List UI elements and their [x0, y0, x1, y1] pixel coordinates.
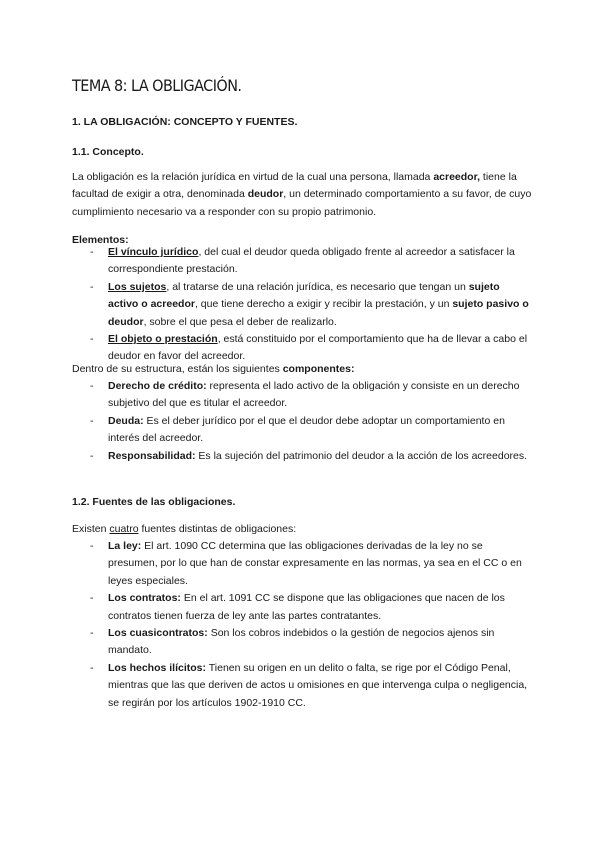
sources-intro: Existen cuatro fuentes distintas de obligaciones:	[72, 523, 297, 535]
list-item: - El objeto o prestación, está constituido por el comportamiento que ha de llevar a cabo el deudor en favor del acreedor.	[72, 331, 532, 366]
list-item: - Los hechos ilícitos: Tienen su origen en un delito o falta, se rige por el Código Penal, mientras que las que deriven de actos u omisiones en que intervenga culpa o negligencia, se regirán por los artículos 1902-1910 CC.	[72, 660, 532, 712]
document-title: TEMA 8: LA OBLIGACIÓN.	[72, 76, 242, 95]
list-item: - Derecho de crédito: representa el lado activo de la obligación y consiste en un derecho subjetivo del que es titular el acreedor.	[72, 378, 532, 413]
components-intro: Dentro de su estructura, están los siguientes componentes:	[72, 363, 355, 375]
components-list	[72, 378, 532, 465]
list-item: - Responsabilidad: Es la sujeción del patrimonio del deudor a la acción de los acreedores.	[72, 448, 532, 465]
list-item: - La ley: El art. 1090 CC determina que las obligaciones derivadas de la ley no se presumen, por lo que han de constar expresamente en las normas, ya sea en el CC o en leyes especiales.	[72, 538, 532, 590]
list-item: - Los sujetos, al tratarse de una relación jurídica, es necesario que tengan un sujeto activo o acreedor, que tiene derecho a exigir y recibir la prestación, y un sujeto pasivo o deudor, sobre el que pesa el deber de realizarlo.	[72, 279, 532, 331]
list-item: - Los contratos: En el art. 1091 CC se dispone que las obligaciones que nacen de los contratos tienen fuerza de ley ante las partes contratantes.	[72, 590, 532, 625]
list-item: - Los cuasicontratos: Son los cobros indebidos o la gestión de negocios ajenos sin mandato.	[72, 625, 532, 660]
list-item: - El vínculo jurídico, del cual el deudor queda obligado frente al acreedor a satisfacer la correspondiente prestación.	[72, 244, 532, 279]
section-heading: 1. LA OBLIGACIÓN: CONCEPTO Y FUENTES.	[72, 116, 298, 128]
subsection-heading-fuentes: 1.2. Fuentes de las obligaciones.	[72, 496, 236, 508]
elements-label: Elementos:	[72, 234, 129, 246]
elements-list	[72, 244, 532, 366]
subsection-heading-concepto: 1.1. Concepto.	[72, 146, 144, 158]
list-item: - Deuda: Es el deber jurídico por el que el deudor debe adoptar un comportamiento en interés del acreedor.	[72, 413, 532, 448]
sources-list	[72, 538, 532, 712]
concept-paragraph: La obligación es la relación jurídica en virtud de la cual una persona, llamada acreedor, tiene la facultad de exigir a otra, denominada deudor, un determinado comportamiento a su favor, de cuyo cumplimiento necesario va a responder con su propio patrimonio.	[72, 171, 532, 218]
